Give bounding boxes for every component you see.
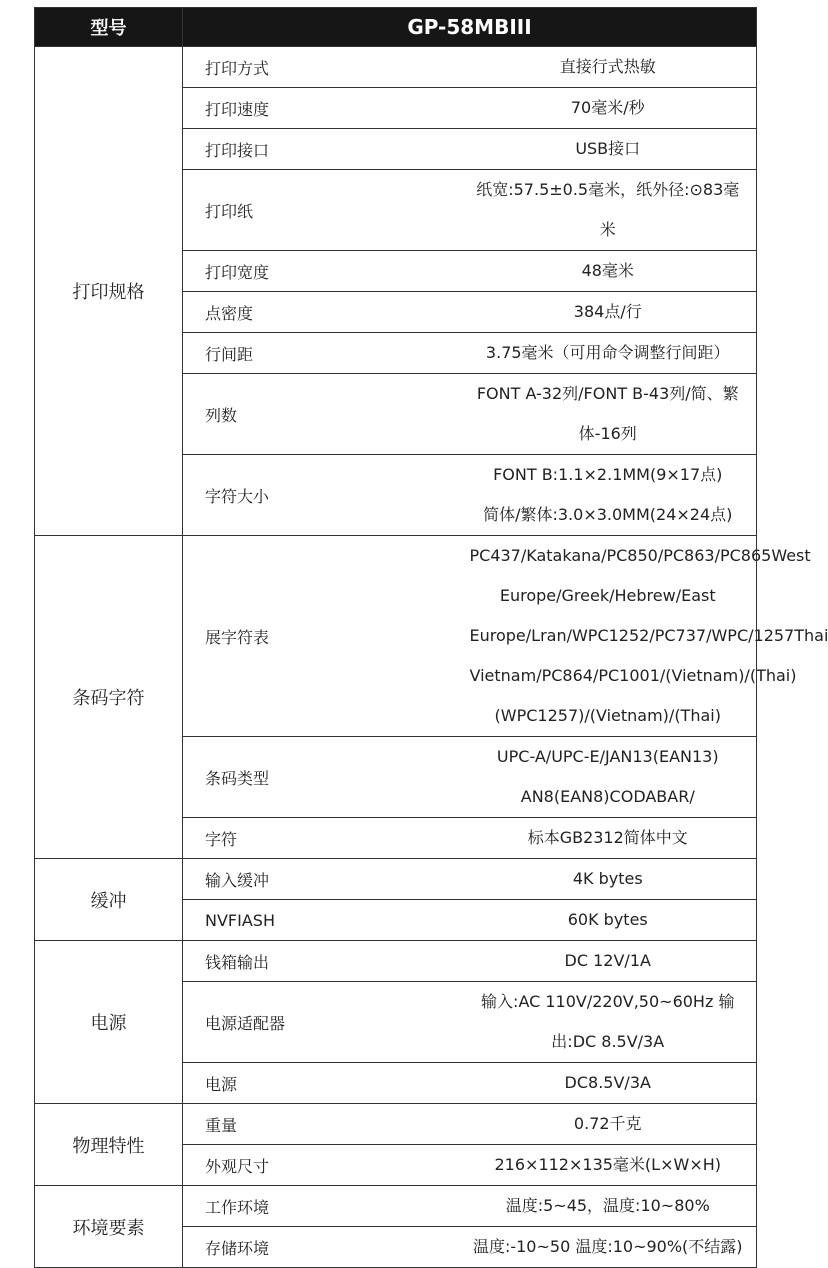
- spec-value: [470, 737, 757, 818]
- spec-value-line: FONT B:1.1×2.1MM(9×17点): [493, 465, 723, 484]
- spec-value: [470, 1145, 757, 1186]
- spec-value-line: 3.75毫米（可用命令调整行间距）: [485, 343, 730, 362]
- spec-row: [35, 1104, 757, 1145]
- spec-value: [470, 1227, 757, 1268]
- spec-value-line: 温度:-10~50 温度:10~90%(不结露): [472, 1237, 743, 1256]
- spec-value-line: PC437/Katakana/PC850/PC863/PC865West: [469, 546, 811, 565]
- spec-label: 存储环境: [183, 1227, 470, 1268]
- spec-value-line: 纸宽:57.5±0.5毫米，纸外径:⊙83毫米: [476, 180, 740, 239]
- header-row: [35, 8, 757, 47]
- spec-label: 列数: [183, 374, 470, 455]
- spec-value: [470, 900, 757, 941]
- spec-value: [470, 941, 757, 982]
- spec-value: [470, 170, 757, 251]
- category-cell: 环境要素: [35, 1186, 183, 1268]
- spec-value-line: 温度:5~45，温度:10~80%: [505, 1196, 710, 1215]
- header-model: GP-58MBIII: [183, 8, 757, 47]
- spec-value: [470, 818, 757, 859]
- spec-value-line: 60K bytes: [567, 910, 648, 929]
- spec-value: [470, 1104, 757, 1145]
- spec-value-line: DC 12V/1A: [564, 951, 651, 970]
- spec-label: NVFIASH: [183, 900, 470, 941]
- spec-value-line: Europe/Lran/WPC1252/PC737/WPC/1257Thai: [469, 626, 828, 645]
- spec-label: 打印接口: [183, 129, 470, 170]
- spec-value-line: 标本GB2312简体中文: [527, 828, 688, 847]
- category-cell: 缓冲: [35, 859, 183, 941]
- category-cell: 条码字符: [35, 536, 183, 859]
- spec-value-line: 输入:AC 110V/220V,50~60Hz 输出:DC 8.5V/3A: [481, 992, 735, 1051]
- spec-row: [35, 859, 757, 900]
- spec-value: [470, 455, 757, 536]
- spec-value-line: 48毫米: [581, 261, 634, 280]
- header-label: 型号: [35, 8, 183, 47]
- spec-label: 重量: [183, 1104, 470, 1145]
- spec-value: [470, 47, 757, 88]
- spec-value-line: (WPC1257)/(Vietnam)/(Thai): [494, 706, 721, 725]
- spec-label: 字符大小: [183, 455, 470, 536]
- spec-value: [470, 88, 757, 129]
- spec-value-line: Europe/Greek/Hebrew/East: [499, 586, 716, 605]
- spec-table: [34, 7, 828, 1268]
- spec-row: [35, 47, 757, 88]
- spec-value: [470, 129, 757, 170]
- spec-label: 工作环境: [183, 1186, 470, 1227]
- spec-value: [470, 982, 757, 1063]
- spec-label: 打印宽度: [183, 251, 470, 292]
- spec-value-line: 216×112×135毫米(L×W×H): [494, 1155, 721, 1174]
- spec-label: 电源适配器: [183, 982, 470, 1063]
- spec-value-line: Vietnam/PC864/PC1001/(Vietnam)/(Thai): [469, 666, 797, 685]
- spec-value-line: 70毫米/秒: [570, 98, 645, 117]
- spec-label: 钱箱输出: [183, 941, 470, 982]
- category-cell: 物理特性: [35, 1104, 183, 1186]
- spec-label: 打印方式: [183, 47, 470, 88]
- spec-value: [470, 333, 757, 374]
- spec-label: 外观尺寸: [183, 1145, 470, 1186]
- spec-value-line: AN8(EAN8)CODABAR/: [520, 787, 695, 806]
- spec-value-line: 直接行式热敏: [559, 57, 656, 76]
- spec-value: [470, 859, 757, 900]
- category-cell: 打印规格: [35, 47, 183, 536]
- spec-value: [470, 251, 757, 292]
- spec-value-line: USB接口: [575, 139, 641, 158]
- spec-label: 打印纸: [183, 170, 470, 251]
- spec-value: [470, 1063, 757, 1104]
- spec-label: 电源: [183, 1063, 470, 1104]
- spec-label: 展字符表: [183, 536, 470, 737]
- spec-value-line: UPC-A/UPC-E/JAN13(EAN13): [496, 747, 719, 766]
- spec-label: 点密度: [183, 292, 470, 333]
- spec-label: 条码类型: [183, 737, 470, 818]
- spec-value: [470, 292, 757, 333]
- spec-value: [469, 536, 828, 737]
- spec-body: [35, 47, 828, 1268]
- spec-label: 行间距: [183, 333, 470, 374]
- spec-label: 打印速度: [183, 88, 470, 129]
- spec-value-line: FONT A-32列/FONT B-43列/简、繁体-16列: [476, 384, 739, 443]
- spec-label: 输入缓冲: [183, 859, 470, 900]
- spec-row: [35, 941, 757, 982]
- spec-value-line: 0.72千克: [573, 1114, 642, 1133]
- spec-value-line: 384点/行: [573, 302, 642, 321]
- spec-value: [470, 374, 757, 455]
- spec-row: [35, 536, 757, 737]
- category-cell: 电源: [35, 941, 183, 1104]
- spec-value-line: 4K bytes: [572, 869, 643, 888]
- spec-row: [35, 1186, 757, 1227]
- spec-value-line: DC8.5V/3A: [564, 1073, 651, 1092]
- spec-value: [470, 1186, 757, 1227]
- spec-label: 字符: [183, 818, 470, 859]
- spec-value-line: 简体/繁体:3.0×3.0MM(24×24点): [483, 505, 733, 524]
